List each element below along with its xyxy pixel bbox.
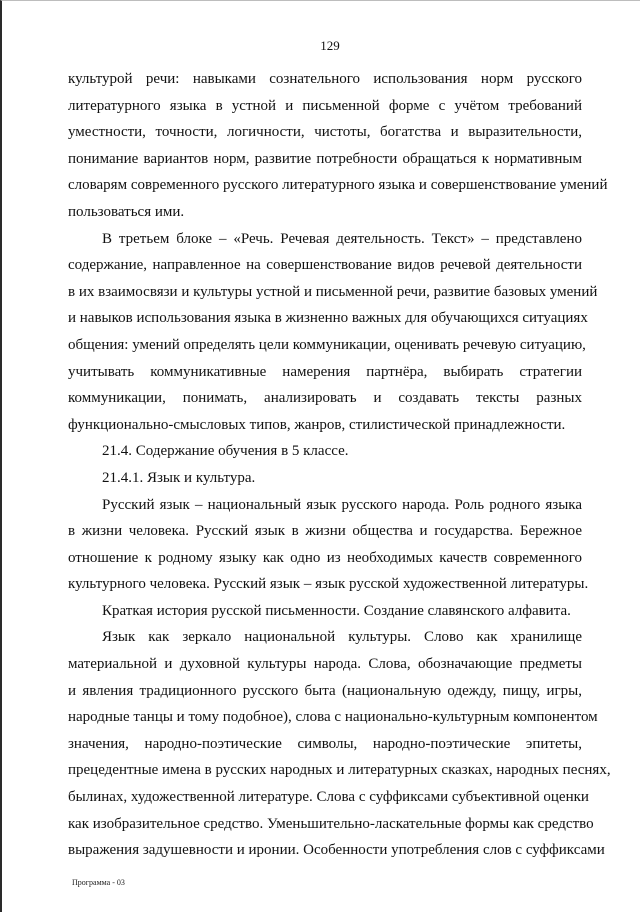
text-line: словарям современного русского литературного языка и совершенствование умений xyxy=(68,177,608,194)
text-line: функционально-смысловых типов, жанров, стилистической принадлежности. xyxy=(68,416,566,433)
text-line: былинах, художественной литературе. Слова с суффиксами субъективной оценки xyxy=(68,789,589,806)
text-line: материальной и духовной культуры народа. Слова, обозначающие предметы xyxy=(68,656,582,673)
text-line: понимание вариантов норм, развитие потребности обращаться к нормативным xyxy=(68,150,582,167)
text-line: содержание, направленное на совершенствование видов речевой деятельности xyxy=(68,257,582,274)
text-line: пользоваться ими. xyxy=(68,203,185,220)
text-line: и явления традиционного русского быта (национальную одежду, пищу, игры, xyxy=(68,682,582,699)
text-line: в их взаимосвязи и культуры устной и письменной речи, развитие базовых умений xyxy=(68,283,598,300)
text-line: значения, народно-поэтические символы, народно-поэтические эпитеты, xyxy=(68,735,582,752)
section-heading: 21.4. Содержание обучения в 5 классе. xyxy=(102,443,349,460)
subsection-heading: 21.4.1. Язык и культура. xyxy=(102,469,256,486)
paragraph-line: Краткая история русской письменности. Создание славянского алфавита. xyxy=(102,602,571,619)
document-body xyxy=(68,66,611,864)
paragraph xyxy=(68,226,598,439)
text-line: общения: умений определять цели коммуникации, оценивать речевую ситуацию, xyxy=(68,336,586,353)
paragraph xyxy=(68,66,608,226)
text-line: В третьем блоке – «Речь. Речевая деятельность. Текст» – представлено xyxy=(102,230,582,247)
text-line: как изобразительное средство. Уменьшительно-ласкательные формы как средство xyxy=(68,815,594,832)
text-line: уместности, точности, логичности, чистоты, богатства и выразительности, xyxy=(68,124,582,141)
text-line: в жизни человека. Русский язык в жизни общества и государства. Бережное xyxy=(68,523,582,540)
footer-label: Программа - 03 xyxy=(72,878,125,887)
text-line: отношение к родному языку как одно из необходимых качеств современного xyxy=(68,549,582,566)
paragraph xyxy=(68,624,611,863)
paragraph xyxy=(68,492,589,598)
text-line: Язык как зеркало национальной культуры. Слово как хранилище xyxy=(102,629,582,646)
text-line: литературного языка в устной и письменной форме с учётом требований xyxy=(68,97,582,114)
text-line: народные танцы и тому подобное), слова с национально-культурным компонентом xyxy=(68,709,598,726)
page-number: 129 xyxy=(320,38,340,53)
text-line: выражения задушевности и иронии. Особенности употребления слов с суффиксами xyxy=(68,842,605,859)
text-line: и навыков использования языка в жизненно важных для обучающихся ситуациях xyxy=(68,310,588,327)
text-line: учитывать коммуникативные намерения партнёра, выбирать стратегии xyxy=(68,363,582,380)
text-line: коммуникации, понимать, анализировать и создавать тексты разных xyxy=(68,390,582,407)
text-line: культурного человека. Русский язык – язык русской художественной литературы. xyxy=(68,576,589,593)
text-line: культурой речи: навыками сознательного использования норм русского xyxy=(68,71,582,87)
text-line: прецедентные имена в русских народных и литературных сказках, народных песнях, xyxy=(68,762,611,779)
text-line: Русский язык – национальный язык русского народа. Роль родного языка xyxy=(102,496,582,513)
